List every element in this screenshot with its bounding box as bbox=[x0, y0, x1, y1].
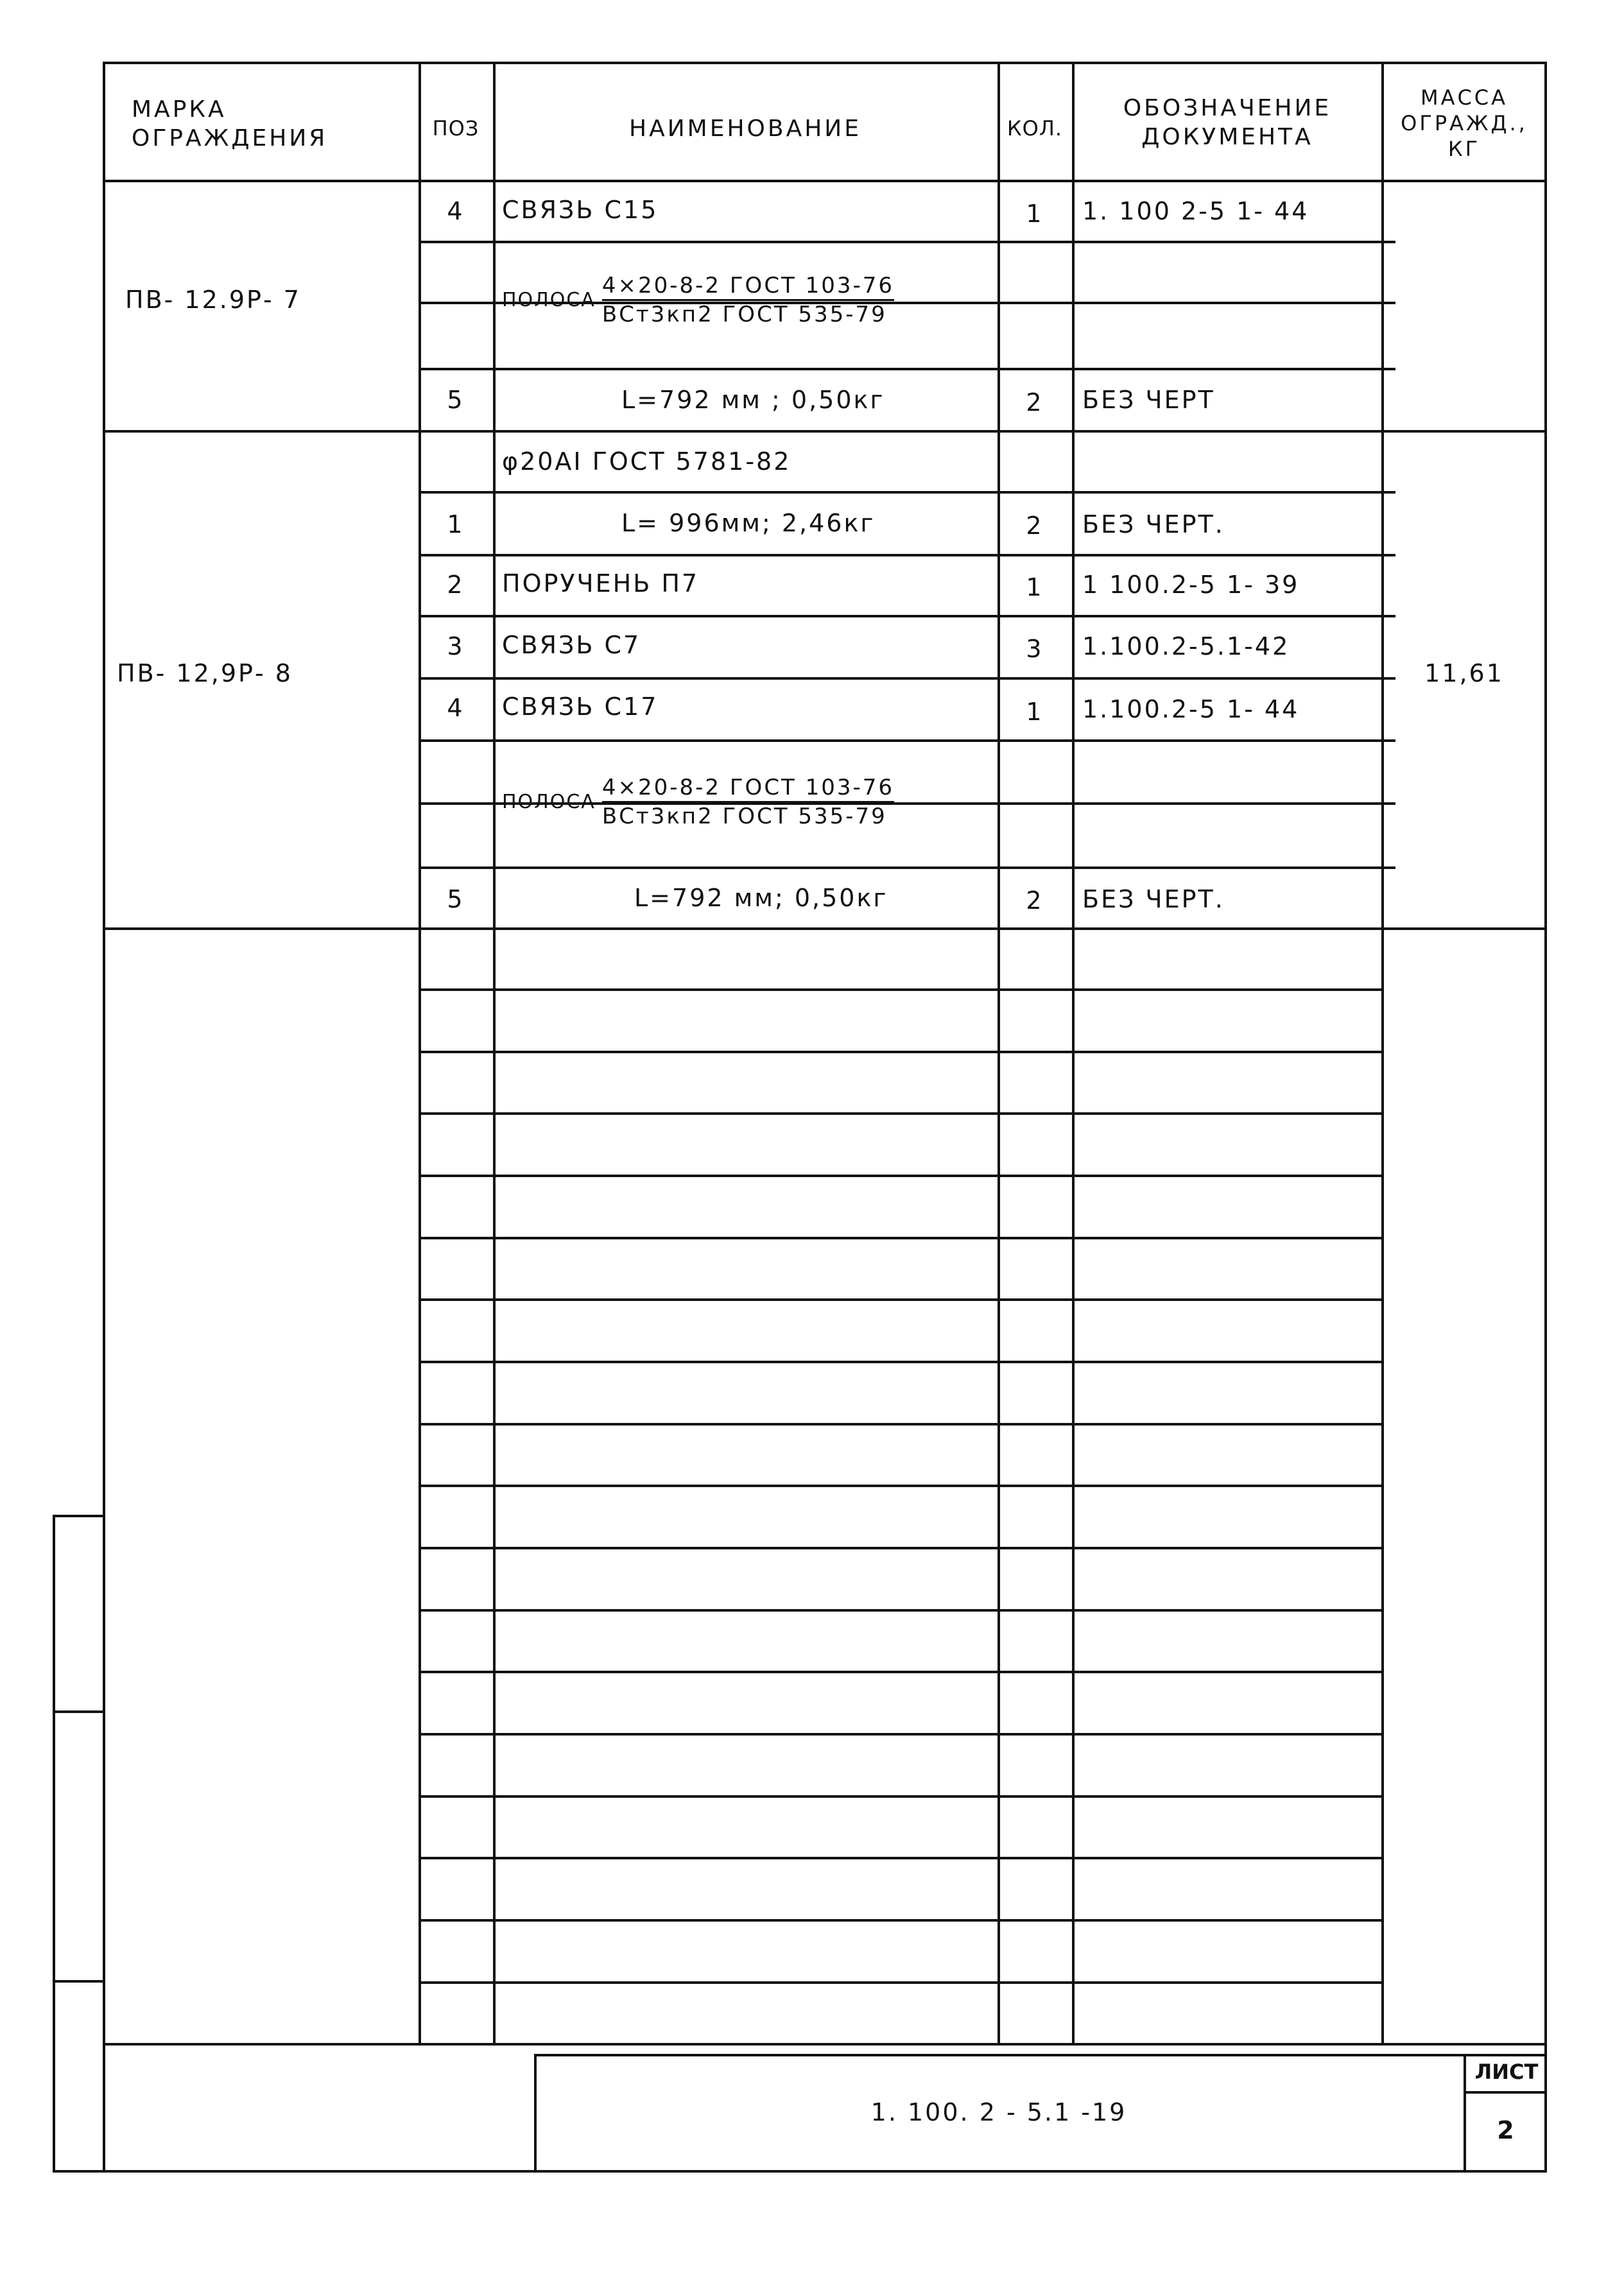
group2-strip-den: ВСт3кп2 ГОСТ 535-79 bbox=[601, 804, 887, 829]
group2-mass: 11,61 bbox=[1424, 659, 1504, 687]
group2-row5-name: L=792 мм; 0,50кг bbox=[634, 884, 888, 912]
group1-row1-doc: 1. 100 2-5 1- 44 bbox=[1082, 197, 1309, 225]
group2-row2-doc: 1 100.2-5 1- 39 bbox=[1082, 571, 1300, 599]
header-pos: ПОЗ bbox=[432, 116, 479, 141]
group2-strip bbox=[502, 777, 894, 827]
group2-row3-doc: 1.100.2-5.1-42 bbox=[1082, 632, 1290, 660]
group1-strip-den: ВСт3кп2 ГОСТ 535-79 bbox=[601, 302, 887, 327]
group2-row5-qty: 2 bbox=[1026, 886, 1044, 915]
group2-row4-doc: 1.100.2-5 1- 44 bbox=[1082, 695, 1300, 723]
group1-strip-num: 4×20-8-2 ГОСТ 103-76 bbox=[602, 275, 894, 301]
group2-row5-pos: 5 bbox=[447, 885, 465, 913]
group2-row1-name: L= 996мм; 2,46кг bbox=[621, 509, 876, 537]
group1-row2-pos: 5 bbox=[447, 386, 465, 414]
footer-doc-code: 1. 100. 2 - 5.1 -19 bbox=[870, 2098, 1127, 2126]
header-mark: МАРКА ОГРАЖДЕНИЯ bbox=[132, 96, 328, 151]
header-doc: ОБОЗНАЧЕНИЕ ДОКУМЕНТА bbox=[1123, 95, 1332, 150]
group2-row1-doc: БЕЗ ЧЕРТ. bbox=[1082, 510, 1225, 538]
header-qty: КОЛ. bbox=[1006, 116, 1063, 141]
group2-row4-name: СВЯЗЬ С17 bbox=[502, 693, 659, 721]
group2-row3-pos: 3 bbox=[447, 632, 465, 660]
group2-row1-qty: 2 bbox=[1026, 512, 1044, 540]
group1-row1-name: СВЯЗЬ С15 bbox=[502, 196, 659, 224]
group1-row1-qty: 1 bbox=[1026, 200, 1044, 228]
group1-strip-fraction bbox=[602, 275, 894, 325]
group2-row2-name: ПОРУЧЕНЬ П7 bbox=[502, 569, 700, 598]
group1-row2-name: L=792 мм ; 0,50кг bbox=[621, 386, 885, 414]
group2-mark: ПВ- 12,9Р- 8 bbox=[117, 659, 293, 687]
footer-sheet-number: 2 bbox=[1497, 2116, 1516, 2144]
group2-row3-name: СВЯЗЬ С7 bbox=[502, 631, 641, 659]
header-mass: МАССА ОГРАЖД., КГ bbox=[1401, 85, 1528, 161]
group2-row4-qty: 1 bbox=[1026, 698, 1044, 726]
group1-row1-pos: 4 bbox=[447, 197, 465, 225]
group2-row1-pos: 1 bbox=[447, 510, 465, 538]
group2-row4-pos: 4 bbox=[447, 694, 465, 722]
group2-row2-pos: 2 bbox=[447, 571, 465, 599]
group1-mark: ПВ- 12.9Р- 7 bbox=[125, 286, 301, 314]
group2-strip-label: ПОЛОСА bbox=[502, 791, 596, 813]
footer-sheet-label: ЛИСТ bbox=[1474, 2060, 1539, 2084]
header-name: НАИМЕНОВАНИЕ bbox=[629, 116, 861, 142]
group2-row5-doc: БЕЗ ЧЕРТ. bbox=[1082, 885, 1225, 913]
group1-strip-label: ПОЛОСА bbox=[502, 289, 596, 311]
group1-row2-doc: БЕЗ ЧЕРТ bbox=[1082, 386, 1215, 414]
group2-strip-num: 4×20-8-2 ГОСТ 103-76 bbox=[602, 777, 894, 803]
group2-row3-qty: 3 bbox=[1026, 635, 1044, 663]
group1-strip bbox=[502, 275, 894, 325]
group2-rod: φ20AI ГОСТ 5781-82 bbox=[502, 447, 791, 476]
group2-strip-fraction bbox=[602, 777, 894, 827]
group1-row2-qty: 2 bbox=[1026, 388, 1044, 417]
group2-row2-qty: 1 bbox=[1026, 573, 1044, 601]
